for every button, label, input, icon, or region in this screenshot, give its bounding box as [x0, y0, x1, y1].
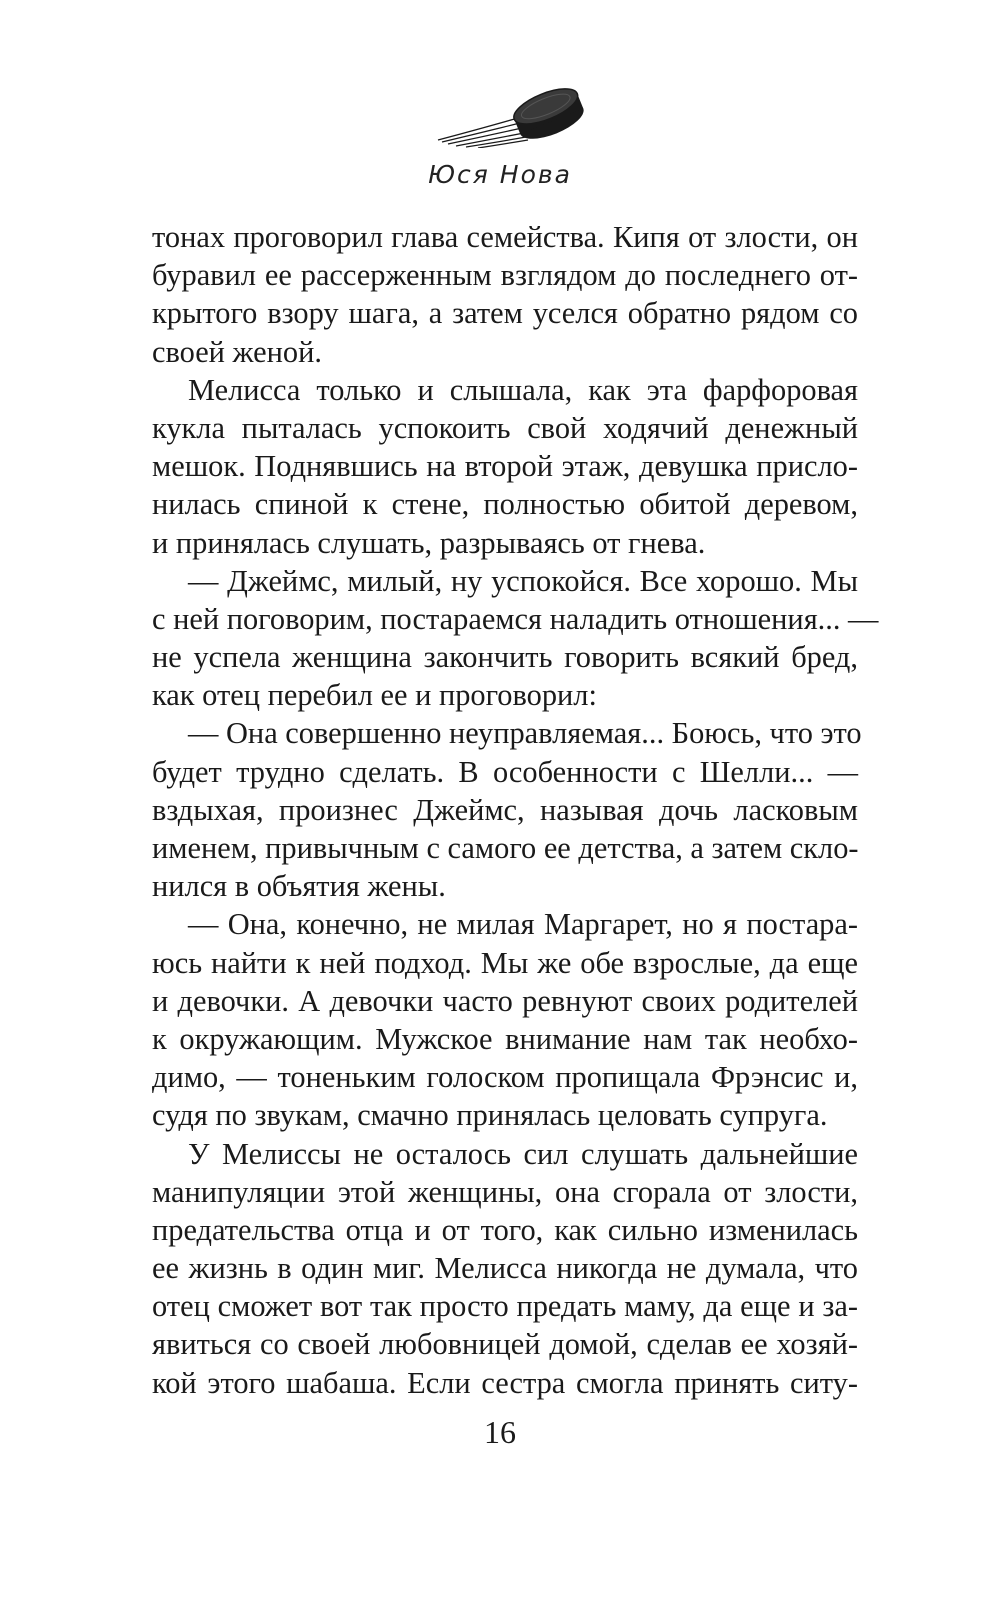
hockey-puck-icon	[436, 78, 586, 148]
text-line: У Мелиссы не осталось сил слушать дальнейшие	[188, 1136, 858, 1171]
text-line: с ней поговорим, постараемся наладить отношения... —	[152, 601, 879, 636]
text-line: к окружающим. Мужское внимание нам так необхо-	[152, 1021, 858, 1056]
text-line: крытого взору шага, а затем уселся обратно рядом со	[152, 296, 858, 331]
text-line: своей женой.	[152, 334, 322, 369]
text-line: манипуляции этой женщины, она сгорала от злости,	[152, 1174, 858, 1209]
text-line: ее жизнь в один миг. Мелисса никогда не думала, что	[152, 1251, 858, 1286]
text-line: предательства отца и от того, как сильно изменилась	[152, 1212, 858, 1247]
text-line: судя по звукам, смачно принялась целовать супруга.	[152, 1098, 828, 1133]
page-number: 16	[484, 1414, 516, 1450]
text-line: тонах проговорил глава семейства. Кипя от злости, он	[152, 220, 858, 254]
text-line: димо, — тоненьким голоском пропищала Фрэнсис и,	[152, 1060, 858, 1095]
page-header	[0, 78, 1000, 198]
text-line: и девочки. А девочки часто ревнуют своих родителей	[152, 983, 858, 1018]
running-header-author: Юся Нова	[428, 160, 572, 189]
text-line: юсь найти к ней подход. Мы же обе взрослые, да еще	[152, 945, 858, 980]
text-line: — Она, конечно, не милая Маргарет, но я постара-	[188, 907, 858, 942]
text-line: буравил ее рассерженным взглядом до последнего от-	[152, 258, 858, 293]
text-line: — Она совершенно неуправляемая... Боюсь, что это	[188, 716, 862, 751]
text-line: явиться со своей любовницей домой, сделав ее хозяй-	[152, 1327, 858, 1362]
text-line: как отец перебил ее и проговорил:	[152, 678, 597, 713]
text-line: нился в объятия жены.	[152, 869, 446, 904]
text-line: будет трудно сделать. В особенности с Шелли... —	[152, 754, 858, 789]
text-line: отец сможет вот так просто предать маму, да еще и за-	[152, 1289, 858, 1324]
text-line: кой этого шабаша. Если сестра смогла принять ситу-	[152, 1365, 858, 1400]
text-line: мешок. Поднявшись на второй этаж, девушка присло-	[152, 449, 858, 484]
body-text	[152, 218, 879, 1402]
text-line: вздыхая, произнес Джеймс, называя дочь ласковым	[152, 792, 858, 827]
text-line: именем, привычным с самого ее детства, а затем скло-	[152, 831, 859, 865]
text-line: — Джеймс, милый, ну успокойся. Все хорошо. Мы	[188, 563, 858, 598]
text-line: кукла пыталась успокоить свой ходячий денежный	[152, 410, 858, 445]
text-line: нилась спиной к стене, полностью обитой деревом,	[152, 487, 858, 522]
text-line: не успела женщина закончить говорить всякий бред,	[152, 640, 858, 675]
text-line: Мелисса только и слышала, как эта фарфоровая	[188, 372, 858, 407]
text-line: и принялась слушать, разрываясь от гнева.	[152, 525, 706, 560]
